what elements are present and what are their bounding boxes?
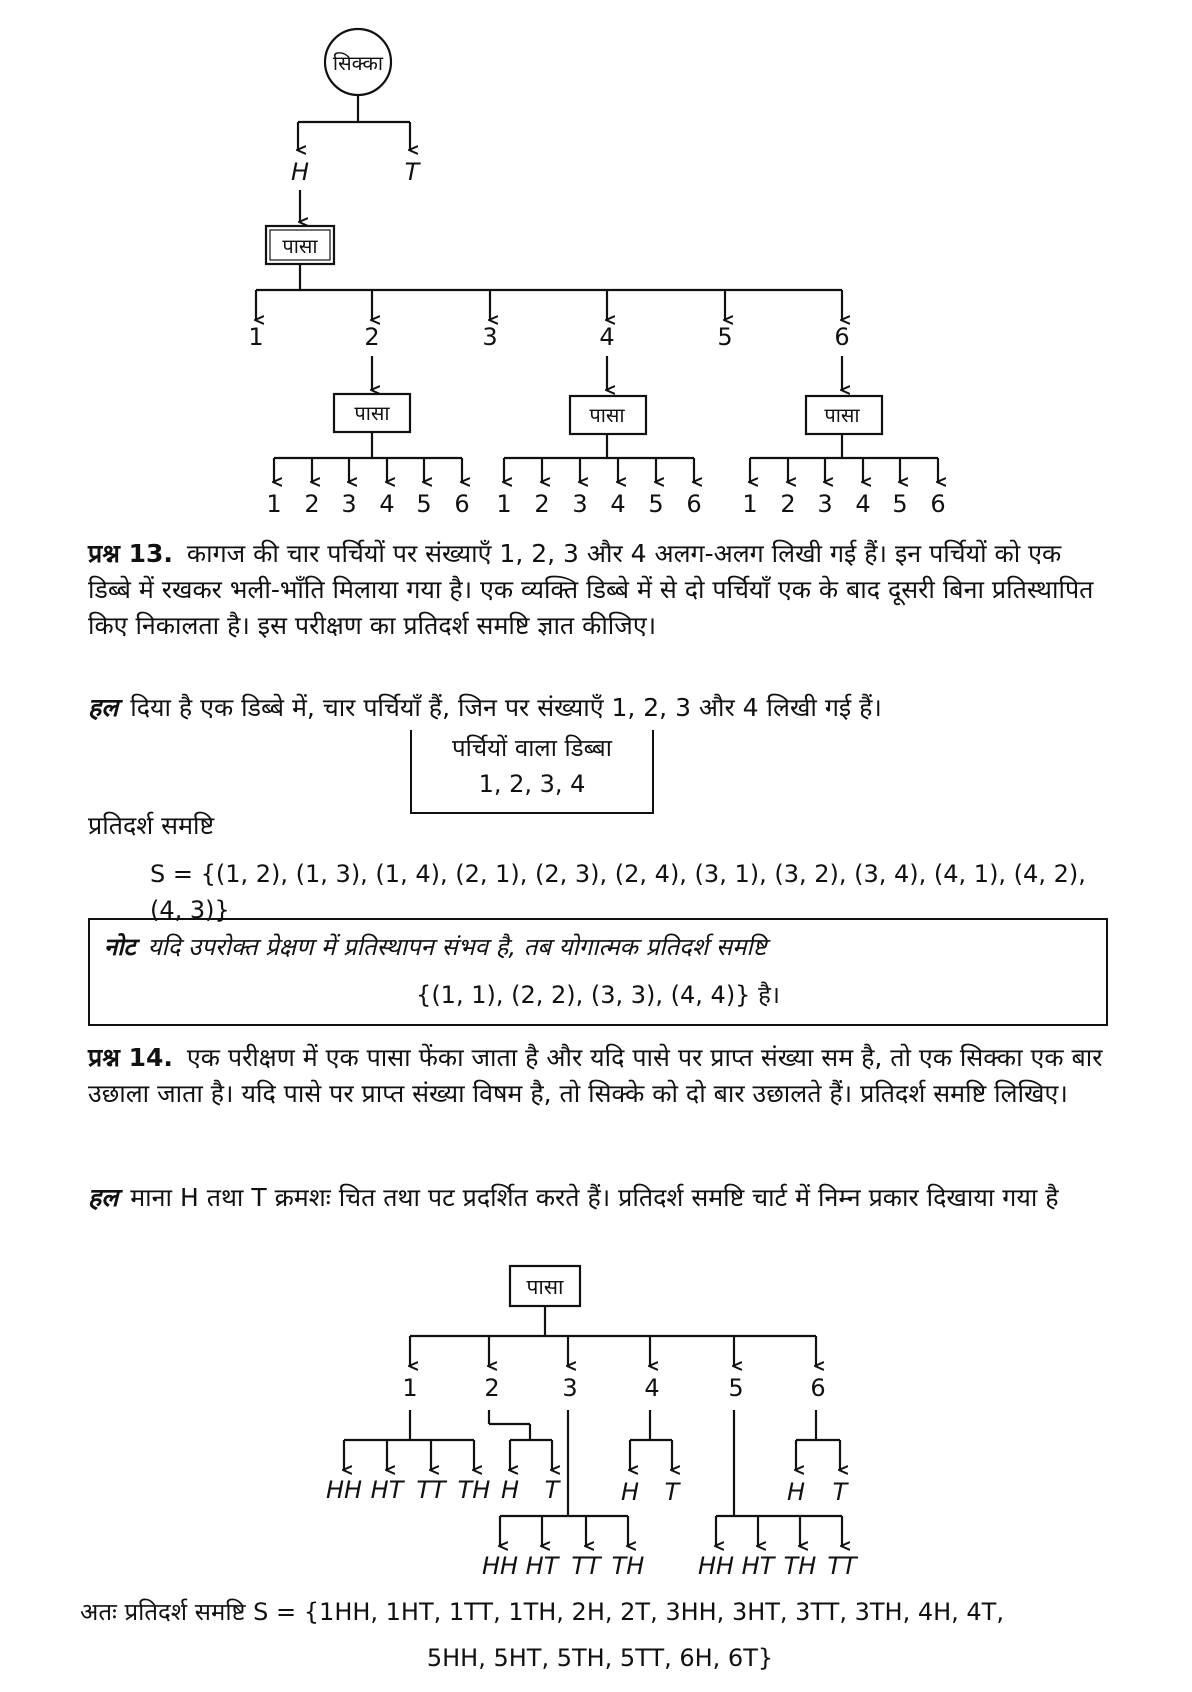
question-14 (88, 1040, 1108, 1112)
question-14-text: एक परीक्षण में एक पासा फेंका जाता है और यदि पासे पर प्राप्त संख्या सम है, तो एक सिक्का एक बार उछाला जाता है। यदि पासे पर प्राप्त संख्या विषम है, तो सिक्के को दो बार उछालते हैं। प्रतिदर्श समष्टि लिखिए। (88, 1043, 1103, 1108)
conclusion-line-2: 5HH, 5HT, 5TH, 5TT, 6H, 6T} (426, 1644, 774, 1672)
die-face-6: 6 (834, 323, 850, 351)
die-face-1: 1 (248, 323, 264, 351)
leaf-2-3: 3 (341, 490, 357, 518)
sample-space-13: S = {(1, 2), (1, 3), (1, 4), (2, 1), (2, 3), (2, 4), (3, 1), (3, 2), (3, 4), (4, 1), (4, 2), (4, 3)} (150, 860, 1086, 924)
leaf-4-5: 5 (648, 490, 664, 518)
leaf-6-t: T (832, 1478, 848, 1506)
leaf-6-4: 4 (855, 490, 871, 518)
die-face-3: 3 (482, 323, 498, 351)
leaf-1-th: TH (457, 1476, 491, 1504)
question-13-label: प्रश्न 13. (88, 539, 173, 568)
leaf-5-th: TH (783, 1552, 817, 1580)
cards-box-title: पर्चियों वाला डिब्बा (452, 734, 612, 762)
die-root-label: पासा (526, 1275, 564, 1299)
leaf-6-6: 6 (930, 490, 946, 518)
leaf-5-ht: HT (741, 1552, 775, 1580)
leaf-1-ht: HT (370, 1476, 404, 1504)
note-box (88, 918, 1108, 1026)
leaf-3-ht: HT (525, 1552, 559, 1580)
sample-space-heading: प्रतिदर्श समष्टि (88, 811, 215, 840)
conclusion-line-1: अतः प्रतिदर्श समष्टि S = {1HH, 1HT, 1TT, 1TH, 2H, 2T, 3HH, 3HT, 3TT, 3TH, 4H, 4T, (80, 1598, 1004, 1626)
solution-14-text: माना H तथा T क्रमशः चित तथा पट प्रदर्शित करते हैं। प्रतिदर्श समष्टि चार्ट में निम्न प्रकार दिखाया गया है (130, 1183, 1059, 1212)
note-text: यदि उपरोक्त प्रेक्षण में प्रतिस्थापन संभव है, तब योगात्मक प्रतिदर्श समष्टि (147, 933, 767, 961)
leaf-5-hh: HH (697, 1552, 735, 1580)
coin-outcome-t: T (404, 158, 420, 186)
leaf-4-t: T (664, 1478, 680, 1506)
leaf-2-4: 4 (379, 490, 395, 518)
face-5: 5 (728, 1374, 744, 1402)
question-14-label: प्रश्न 14. (88, 1043, 173, 1072)
leaf-2-1: 1 (266, 490, 282, 518)
solution-14 (88, 1180, 1108, 1216)
coin-root-label: सिक्का (332, 51, 384, 75)
coin-outcome-h: H (290, 158, 310, 186)
leaf-3-hh: HH (481, 1552, 519, 1580)
die-label: पासा (282, 234, 318, 258)
leaf-4-1: 1 (496, 490, 512, 518)
leaf-2-5: 5 (416, 490, 432, 518)
face-4: 4 (644, 1374, 660, 1402)
leaf-6-2: 2 (780, 490, 796, 518)
question-13 (88, 536, 1108, 644)
die-face-4: 4 (599, 323, 615, 351)
leaf-1-tt: TT (416, 1476, 446, 1504)
question-13-text: कागज की चार पर्चियों पर संख्याएँ 1, 2, 3 और 4 अलग-अलग लिखी गई हैं। इन पर्चियों को एक डिब्बे में रखकर भली-भाँति मिलाया गया है। एक व्यक्ति डिब्बे में से दो पर्चियाँ एक के बाद दूसरी बिना प्रतिस्थापित किए निकालता है। इस परीक्षण का प्रतिदर्श समष्टि ज्ञात कीजिए। (88, 539, 1094, 640)
face-6: 6 (810, 1374, 826, 1402)
solution-13-label: हल (88, 693, 119, 722)
leaf-1-hh: HH (325, 1476, 363, 1504)
face-2: 2 (484, 1374, 500, 1402)
leaf-4-3: 3 (572, 490, 588, 518)
note-label: नोट (104, 933, 136, 961)
leaf-4-4: 4 (610, 490, 626, 518)
leaf-6-3: 3 (817, 490, 833, 518)
sub-die-label-4: पासा (589, 403, 625, 427)
leaf-3-th: TH (611, 1552, 645, 1580)
leaf-4-2: 2 (534, 490, 550, 518)
leaf-6-h: H (786, 1478, 806, 1506)
tree-diagram-die-coin (0, 1260, 1192, 1590)
leaf-2-t: T (544, 1476, 560, 1504)
die-face-2: 2 (364, 323, 380, 351)
solution-13 (88, 690, 1108, 726)
cards-box (410, 730, 654, 814)
die-face-5: 5 (717, 323, 733, 351)
leaf-4-h: H (620, 1478, 640, 1506)
note-set: {(1, 1), (2, 2), (3, 3), (4, 4)} है। (416, 981, 780, 1009)
sub-die-label-2: पासा (354, 401, 390, 425)
leaf-4-6: 6 (686, 490, 702, 518)
leaf-6-1: 1 (742, 490, 758, 518)
solution-14-label: हल (88, 1183, 119, 1212)
face-3: 3 (562, 1374, 578, 1402)
leaf-5-tt: TT (827, 1552, 857, 1580)
cards-box-values: 1, 2, 3, 4 (478, 770, 586, 798)
leaf-6-5: 5 (892, 490, 908, 518)
leaf-2-2: 2 (304, 490, 320, 518)
leaf-2-h: H (500, 1476, 520, 1504)
leaf-2-6: 6 (454, 490, 470, 518)
sub-die-label-6: पासा (824, 403, 860, 427)
solution-13-text: दिया है एक डिब्बे में, चार पर्चियाँ हैं, जिन पर संख्याएँ 1, 2, 3 और 4 लिखी गई हैं। (130, 693, 882, 722)
tree-diagram-coin-die (0, 0, 1192, 525)
face-1: 1 (402, 1374, 418, 1402)
leaf-3-tt: TT (571, 1552, 601, 1580)
